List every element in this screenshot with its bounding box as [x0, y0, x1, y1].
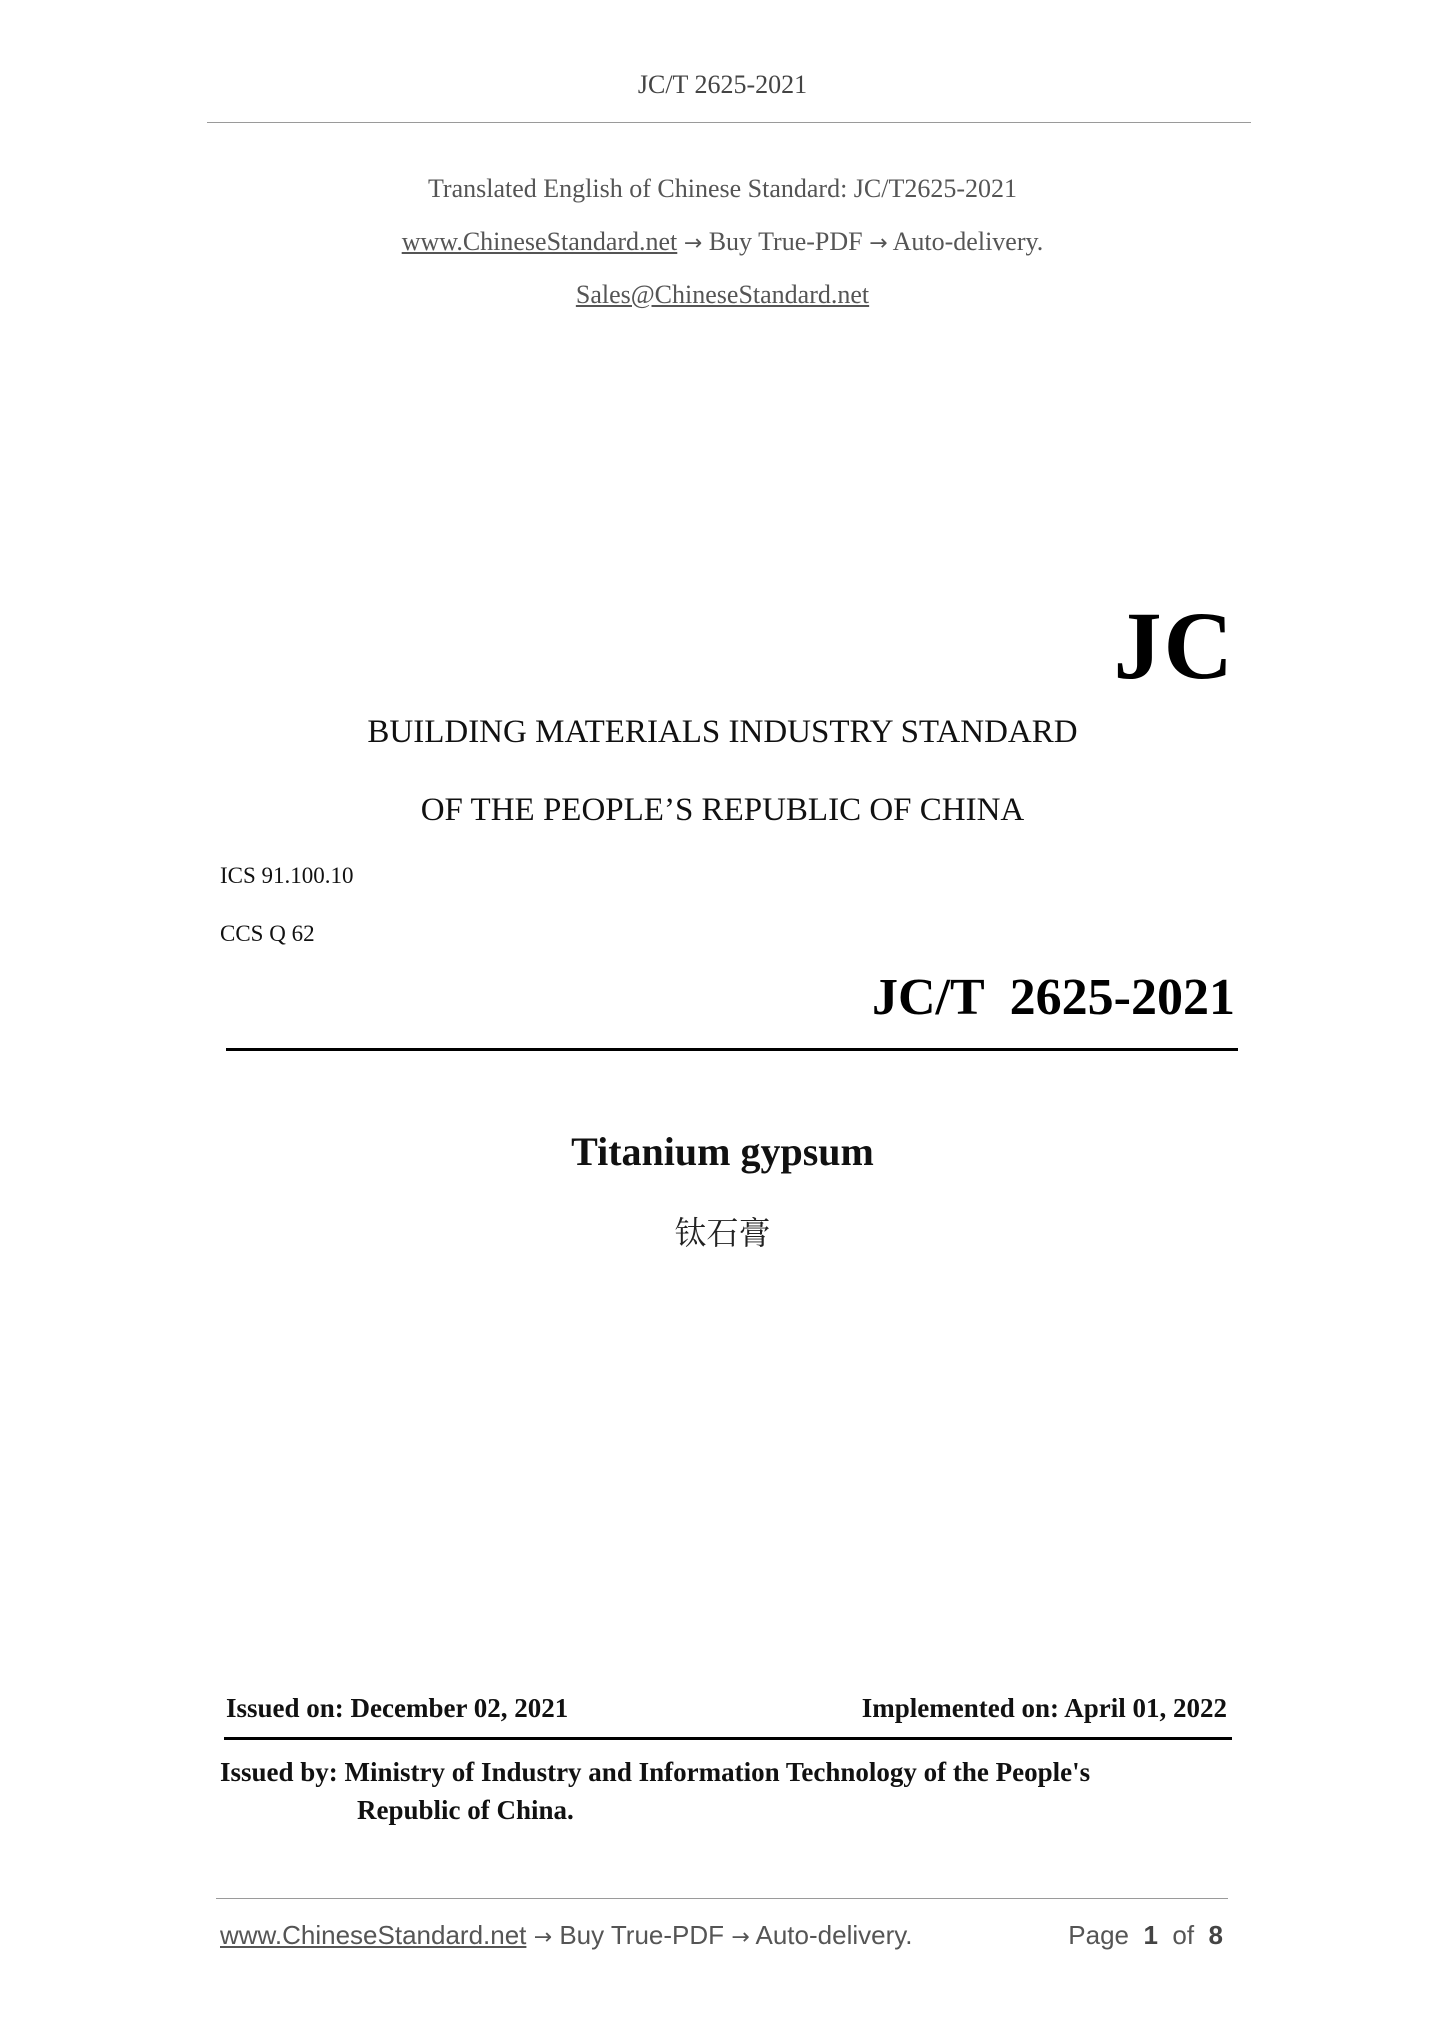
- ics-code: ICS 91.100.10: [220, 863, 354, 888]
- arrow-right-icon: →: [533, 1925, 553, 1950]
- footer-site-link[interactable]: www.ChineseStandard.net: [220, 1920, 527, 1950]
- issuing-authority: [220, 1753, 1230, 1829]
- arrow-right-icon: →: [731, 1925, 750, 1950]
- buy-text: Buy True-PDF: [708, 227, 863, 256]
- running-header: JC/T 2625-2021: [637, 70, 808, 99]
- arrow-right-icon: →: [683, 231, 703, 256]
- page-total: 8: [1208, 1920, 1223, 1950]
- email-link[interactable]: Sales@ChineseStandard.net: [575, 280, 870, 309]
- page-current: 1: [1143, 1920, 1158, 1950]
- purchase-line: [0, 227, 1445, 257]
- issuing-authority-line1: Issued by: Ministry of Industry and Information Technology of the People's: [220, 1757, 1091, 1787]
- arrow-right-icon: →: [869, 231, 888, 256]
- standard-mark: JC: [1113, 592, 1235, 699]
- issuing-authority-line2: Republic of China.: [357, 1795, 574, 1825]
- dates-divider: [224, 1737, 1232, 1740]
- standard-type-line1: BUILDING MATERIALS INDUSTRY STANDARD: [367, 714, 1078, 750]
- email-line: [0, 280, 1445, 310]
- implemented-on-date: Implemented on: April 01, 2022: [861, 1693, 1227, 1723]
- document-title: Titanium gypsum: [571, 1129, 874, 1174]
- page-label: Page: [1068, 1920, 1130, 1950]
- site-link[interactable]: www.ChineseStandard.net: [401, 227, 678, 256]
- page-indicator: [1068, 1920, 1223, 1951]
- standard-number-divider: [226, 1048, 1238, 1051]
- footer-delivery-text: Auto-delivery.: [755, 1920, 913, 1950]
- header-divider: [207, 122, 1251, 123]
- delivery-text: Auto-delivery.: [892, 227, 1044, 256]
- document-title-chinese: 钛石膏: [674, 1214, 771, 1252]
- standard-number: JC/T 2625-2021: [871, 969, 1235, 1026]
- ccs-code: CCS Q 62: [220, 921, 315, 946]
- footer-purchase-line: [220, 1920, 913, 1951]
- footer-divider: [216, 1898, 1228, 1899]
- footer-buy-text: Buy True-PDF: [559, 1920, 725, 1950]
- page-of-label: of: [1172, 1920, 1195, 1950]
- standard-type-line2: OF THE PEOPLE’S REPUBLIC OF CHINA: [420, 792, 1025, 828]
- translation-notice: Translated English of Chinese Standard: JC/T2625-2021: [427, 174, 1018, 203]
- issued-on-date: Issued on: December 02, 2021: [226, 1693, 569, 1723]
